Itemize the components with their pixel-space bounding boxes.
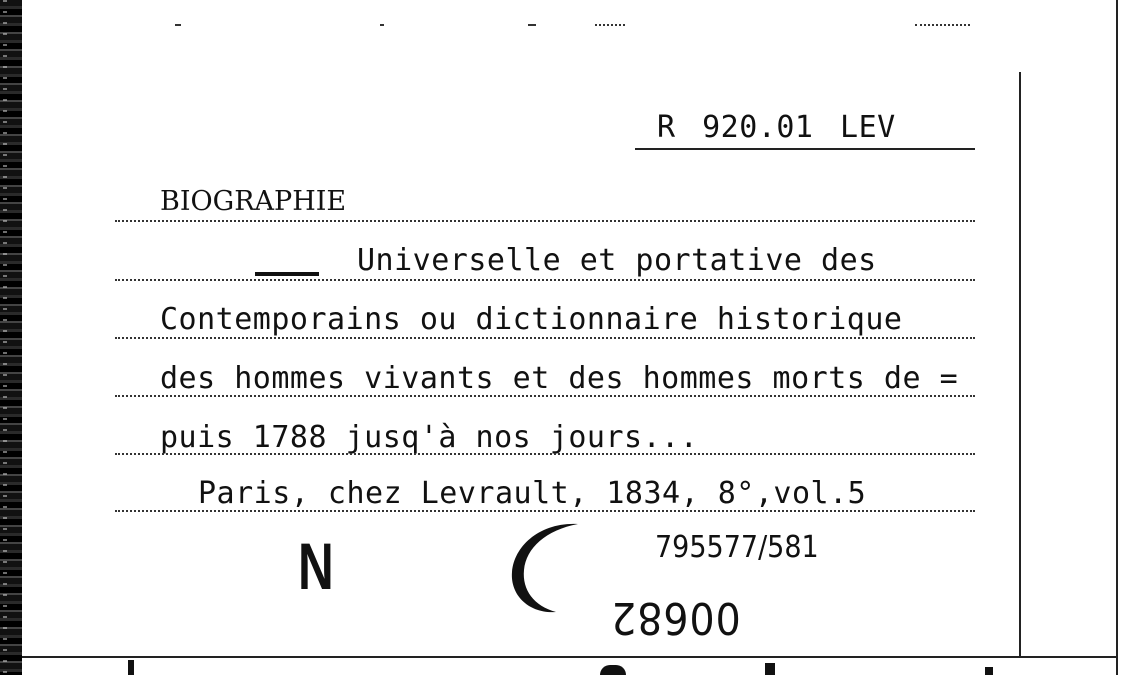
bottom-rule bbox=[22, 656, 1117, 658]
ruled-line bbox=[115, 279, 975, 281]
ruled-line bbox=[115, 395, 975, 397]
title-line-2: Contemporains ou dictionnaire historique bbox=[160, 302, 903, 337]
accession-number: 795577/581 bbox=[655, 530, 819, 565]
scan-edge bbox=[0, 0, 22, 675]
title-line-3: des hommes vivants et des hommes morts de = bbox=[160, 361, 959, 396]
ruled-line bbox=[115, 453, 975, 455]
stamp-letter: N bbox=[298, 529, 334, 603]
right-border-line bbox=[1019, 72, 1021, 657]
title-line-4: puis 1788 jusq'à nos jours... bbox=[160, 420, 699, 455]
crescent-stamp-icon bbox=[500, 520, 590, 616]
bottom-mark bbox=[985, 667, 993, 675]
speck bbox=[915, 24, 970, 28]
imprint-line: Paris, chez Levrault, 1834, 8°,vol.5 bbox=[198, 476, 867, 511]
bottom-mark bbox=[128, 660, 134, 675]
ruled-line bbox=[115, 510, 975, 512]
inverted-number: 00682 bbox=[610, 592, 741, 643]
speck bbox=[380, 24, 384, 26]
bottom-mark bbox=[600, 665, 626, 675]
speck bbox=[175, 24, 181, 26]
bottom-mark bbox=[765, 663, 775, 675]
call-number: R 920.01 LEV bbox=[657, 110, 896, 145]
title-line-1: Universelle et portative des bbox=[357, 243, 877, 278]
ruled-line bbox=[115, 337, 975, 339]
call-number-rule bbox=[635, 148, 975, 150]
ruled-line bbox=[115, 220, 975, 222]
title-dash bbox=[255, 272, 319, 276]
speck bbox=[595, 24, 625, 28]
right-edge-line bbox=[1116, 0, 1118, 675]
subject-heading: BIOGRAPHIE bbox=[160, 186, 347, 217]
speck bbox=[528, 24, 536, 26]
